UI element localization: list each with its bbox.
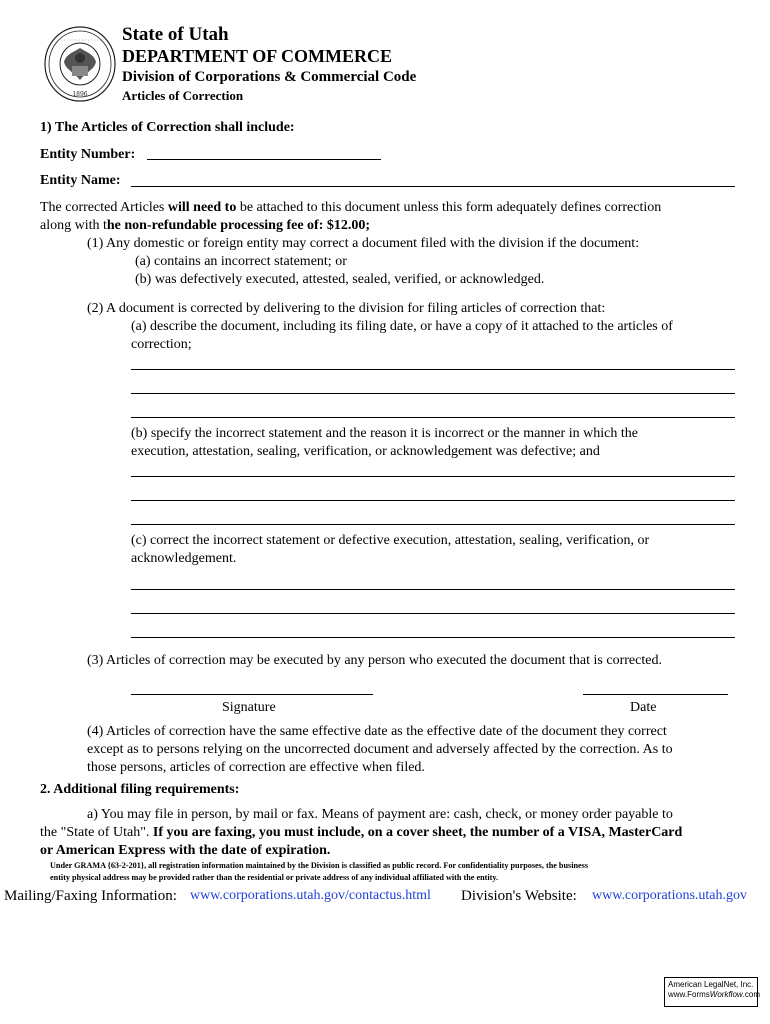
paragraph-4-line1: (4) Articles of correction have the same effective date as the effective date of the document they correct: [87, 724, 667, 739]
paragraph-1a: (a) contains an incorrect statement; or: [135, 254, 347, 269]
correction-b-line-2[interactable]: [131, 500, 735, 501]
stamp-line-1: American LegalNet, Inc.: [668, 980, 754, 989]
correction-a-line-2[interactable]: [131, 393, 735, 394]
grama-notice-line2: entity physical address may be provided rather than the residential or private address of any individual affiliated with the entity.: [50, 873, 499, 882]
grama-notice-line1: Under GRAMA {63-2-201}, all registration information maintained by the Division is classified as public record. For confidentiality purposes, the business: [50, 861, 589, 870]
legalnet-stamp: [664, 977, 761, 1007]
correction-a-line-3[interactable]: [131, 417, 735, 418]
mailing-label: Mailing/Faxing Information:: [4, 888, 177, 904]
state-seal-logo: [44, 26, 116, 102]
paragraph-2a-line2: correction;: [131, 337, 192, 352]
department-title: DEPARTMENT OF COMMERCE: [122, 46, 393, 66]
intro-line-1: The corrected Articles will need to be attached to this document unless this form adequately defines correction: [40, 200, 662, 215]
paragraph-1b: (b) was defectively executed, attested, sealed, verified, or acknowledged.: [135, 272, 545, 287]
paragraph-4-line3: those persons, articles of correction are effective when filed.: [87, 760, 425, 775]
state-title: State of Utah: [122, 24, 229, 45]
paragraph-2c-line2: acknowledgement.: [131, 551, 237, 566]
entity-number-field[interactable]: [147, 159, 381, 160]
correction-b-line-3[interactable]: [131, 524, 735, 525]
paragraph-2c-line1: (c) correct the incorrect statement or defective execution, attestation, sealing, verification, or: [131, 533, 650, 548]
intro-line-2: along with the non-refundable processing fee of: $12.00;: [40, 218, 371, 233]
section1-heading: 1) The Articles of Correction shall include:: [40, 120, 295, 135]
website-link[interactable]: www.corporations.utah.gov: [592, 888, 748, 903]
paragraph-2a-line1: (a) describe the document, including its filing date, or have a copy of it attached to the articles of: [131, 319, 673, 334]
entity-number-label: Entity Number:: [40, 147, 136, 162]
website-label: Division's Website:: [461, 888, 577, 904]
paragraph-2: (2) A document is corrected by delivering to the division for filing articles of correction that:: [87, 301, 606, 316]
correction-a-line-1[interactable]: [131, 369, 735, 370]
entity-name-field[interactable]: [131, 186, 735, 187]
division-title: Division of Corporations & Commercial Code: [122, 69, 417, 85]
date-label: Date: [630, 700, 657, 715]
correction-b-line-1[interactable]: [131, 476, 735, 477]
contact-link[interactable]: www.corporations.utah.gov/contactus.html: [190, 888, 431, 903]
section2-a-line2: the "State of Utah". If you are faxing, you must include, on a cover sheet, the number of a VISA, MasterCard: [40, 825, 683, 840]
form-title: Articles of Correction: [122, 88, 244, 103]
signature-field[interactable]: [131, 694, 373, 695]
paragraph-4-line2: except as to persons relying on the uncorrected document and adversely affected by the correction. As to: [87, 742, 673, 757]
svg-text:1896: 1896: [72, 91, 88, 98]
stamp-line-2: www.FormsWorkflow.com: [668, 990, 761, 999]
section2-heading: 2. Additional filing requirements:: [40, 782, 240, 797]
entity-name-label: Entity Name:: [40, 173, 121, 188]
section2-a-line1: a) You may file in person, by mail or fax. Means of payment are: cash, check, or money order payable to: [87, 807, 673, 822]
section2-a-line3: or American Express with the date of expiration.: [40, 843, 331, 858]
paragraph-1: (1) Any domestic or foreign entity may correct a document filed with the division if the document:: [87, 236, 640, 251]
paragraph-2b-line2: execution, attestation, sealing, verification, or acknowledgement was defective; and: [131, 444, 600, 459]
paragraph-2b-line1: (b) specify the incorrect statement and the reason it is incorrect or the manner in which the: [131, 426, 638, 441]
correction-c-line-3[interactable]: [131, 637, 735, 638]
paragraph-3: (3) Articles of correction may be executed by any person who executed the document that is corrected.: [87, 653, 662, 668]
signature-label: Signature: [222, 700, 276, 715]
date-field[interactable]: [583, 694, 728, 695]
correction-c-line-1[interactable]: [131, 589, 735, 590]
correction-c-line-2[interactable]: [131, 613, 735, 614]
